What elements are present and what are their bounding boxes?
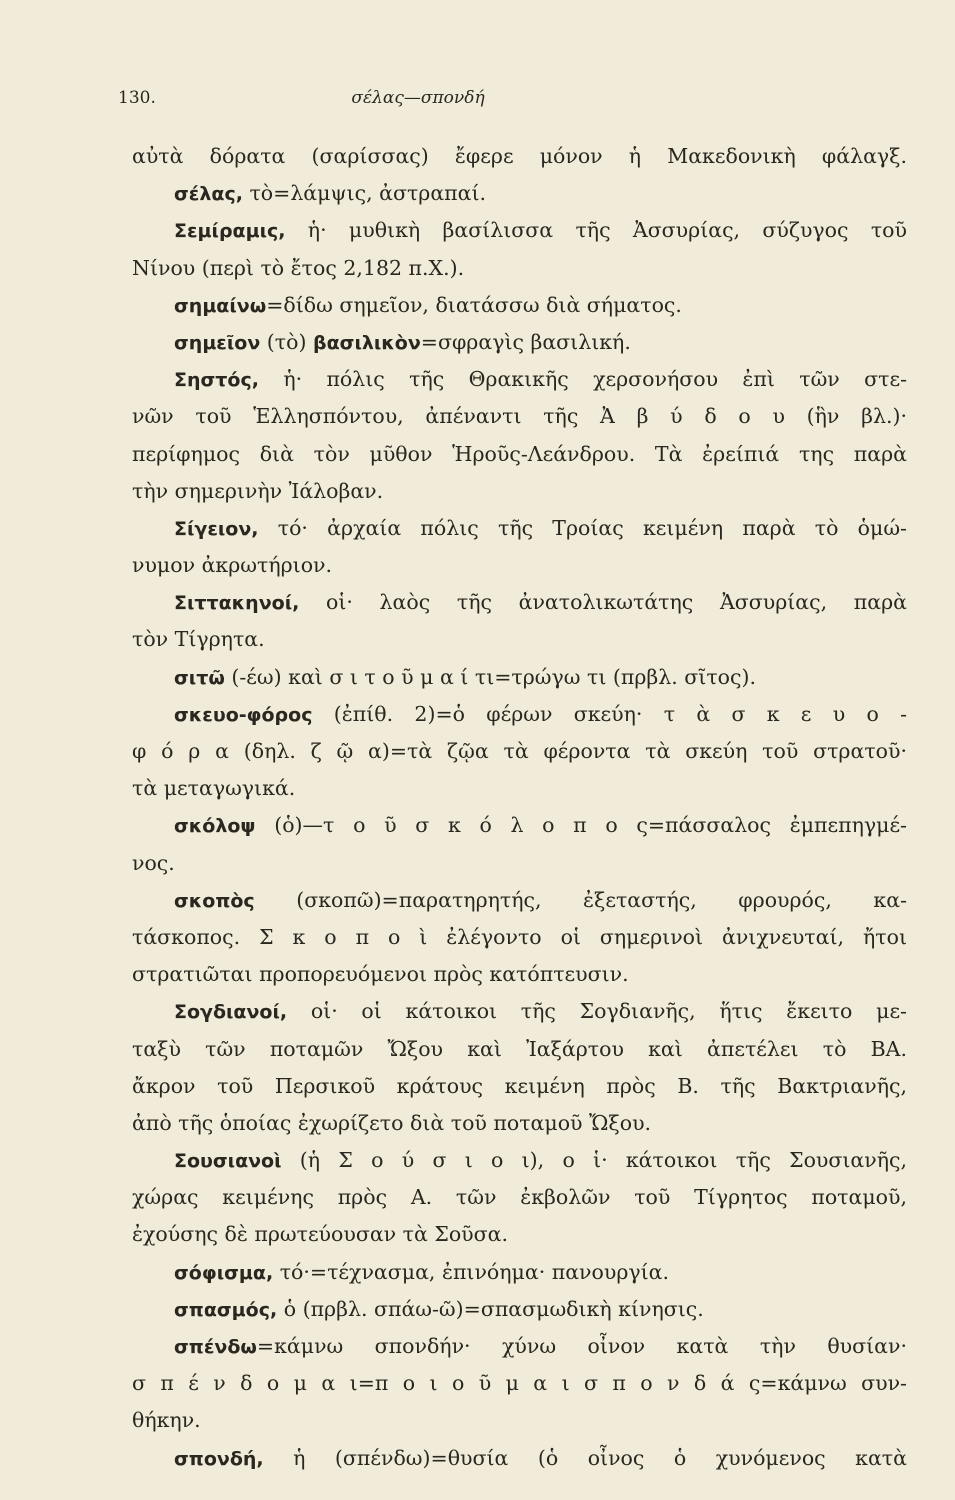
headword: σπένδω: [174, 1336, 257, 1358]
entry-line: Σίγειον, τό· ἀρχαία πόλις τῆς Τροίας κειμένη παρὰ τὸ ὁμώ-: [174, 515, 907, 540]
text-line: περίφημος διὰ τὸν μῦθον Ἡροῦς-Λεάνδρου. Τὰ ἐρείπιά της παρὰ: [132, 441, 907, 466]
text-line: χώρας κειμένης πρὸς Α. τῶν ἐκβολῶν τοῦ Τίγρητος ποταμοῦ,: [132, 1185, 907, 1210]
running-title: σέλας—σπονδή: [351, 88, 485, 108]
entry-line: σέλας, τὸ=λάμψις, ἀστραπαί.: [174, 181, 487, 206]
entry-line: Σηστός, ἡ· πόλις τῆς Θρακικῆς χερσονήσου ἐπὶ τῶν στε-: [174, 367, 907, 392]
entry-line: Σιττακηνοί, οἱ· λαὸς τῆς ἀνατολικωτάτης Ἀσσυρίας, παρὰ: [174, 590, 907, 615]
headword: σπονδή,: [174, 1447, 264, 1470]
headword: σέλας,: [174, 183, 243, 206]
entry-line: Σογδιανοί, οἱ· οἱ κάτοικοι τῆς Σογδιανῆς, ἥτις ἔκειτο με-: [174, 999, 907, 1024]
entry-line: σπένδω=κάμνω σπονδήν· χύνω οἶνον κατὰ τὴν θυσίαν·: [174, 1334, 907, 1358]
text-line: Νίνου (περὶ τὸ ἔτος 2,182 π.Χ.).: [132, 255, 465, 280]
headword: Σεμίραμις,: [174, 220, 286, 243]
text-line: φ ό ρ α (δηλ. ζ ῷ α)=τὰ ζῷα τὰ φέροντα τὰ σκεύη τοῦ στρατοῦ·: [132, 739, 907, 763]
text-line: ταξὺ τῶν ποταμῶν Ὤξου καὶ Ἰαξάρτου καὶ ἀπετέλει τὸ ΒΑ.: [132, 1036, 907, 1061]
headword: σιτῶ: [174, 666, 225, 689]
entry-line: σπονδή, ἡ (σπένδω)=θυσία (ὁ οἶνος ὁ χυνόμενος κατὰ: [174, 1445, 907, 1470]
text-line: τὴν σημερινὴν Ἰάλοβαν.: [132, 478, 384, 503]
entry-line: σκευο-φόρος (ἐπίθ. 2)=ὁ φέρων σκεύη· τ ὰ σ κ ε υ ο -: [174, 701, 907, 726]
headword: Σηστός,: [174, 369, 259, 392]
entry-line: σκόλοψ (ὁ)—τ ο ῦ σ κ ό λ ο π ο ς=πάσσαλος ἐμπεπηγμέ-: [174, 813, 907, 838]
text-line: σ π έ ν δ ο μ α ι=π ο ι ο ῦ μ α ι σ π ο ν δ ά ς=κάμνω συν-: [132, 1371, 907, 1396]
text-line: θήκην.: [132, 1408, 201, 1433]
text-line: ἀπὸ τῆς ὁποίας ἐχωρίζετο διὰ τοῦ ποταμοῦ Ὤξου.: [132, 1110, 652, 1135]
text-line: νῶν τοῦ Ἑλλησπόντου, ἀπέναντι τῆς Ἀ β ύ δ ο υ (ἣν βλ.)·: [132, 404, 907, 429]
headword: σημεῖον: [174, 331, 261, 354]
headword: Σίγειον,: [174, 517, 259, 540]
headword: Σογδιανοί,: [174, 1001, 288, 1024]
headword: σημαίνω: [174, 294, 267, 317]
headword: σπασμός,: [174, 1298, 278, 1321]
text-line: τὰ μεταγωγικά.: [132, 776, 296, 801]
entry-line: Σουσιανοὶ (ἡ Σ ο ύ σ ι ο ι), ο ἱ· κάτοικοι τῆς Σουσιανῆς,: [174, 1148, 907, 1173]
headword: σόφισμα,: [174, 1261, 274, 1284]
headword: σκοπὸς: [174, 889, 255, 912]
entry-line: Σεμίραμις, ἡ· μυθικὴ βασίλισσα τῆς Ἀσσυρίας, σύζυγος τοῦ: [174, 218, 907, 243]
text-line: ἄκρον τοῦ Περσικοῦ κράτους κειμένη πρὸς Β. τῆς Βακτριανῆς,: [132, 1073, 907, 1098]
headword: Σιττακηνοί,: [174, 592, 300, 615]
text-line: τάσκοπος. Σ κ ο π ο ὶ ἐλέγοντο οἱ σημερινοὶ ἀνιχνευταί, ἤτοι: [132, 924, 907, 949]
text-line: τὸν Τίγρητα.: [132, 627, 265, 652]
page-number: 130.: [118, 88, 156, 108]
entry-line: σημεῖον (τὸ) βασιλικὸν=σφραγὶς βασιλική.: [174, 329, 631, 354]
entry-line: σπασμός, ὁ (πρβλ. σπάω-ῶ)=σπασμωδικὴ κίνησις.: [174, 1296, 704, 1321]
text-line: νυμον ἀκρωτήριον.: [132, 553, 333, 578]
text-line: στρατιῶται προπορευόμενοι πρὸς κατόπτευσιν.: [132, 962, 629, 987]
headword: σκευο-φόρος: [174, 703, 313, 726]
entry-line: σόφισμα, τό·=τέχνασμα, ἐπινόημα· πανουργία.: [174, 1259, 670, 1284]
headword: σκόλοψ: [174, 815, 256, 838]
text-line: νος.: [132, 850, 175, 875]
entry-line: σιτῶ (-έω) καὶ σ ι τ ο ῦ μ α ί τι=τρώγω τι (πρβλ. σῖτος).: [174, 664, 757, 689]
dictionary-entries: [132, 138, 907, 1477]
text-line: αὐτὰ δόρατα (σαρίσσας) ἔφερε μόνον ἡ Μακεδονικὴ φάλαγξ.: [132, 144, 907, 168]
text-line: ἐχούσης δὲ πρωτεύουσαν τὰ Σοῦσα.: [132, 1222, 508, 1247]
entry-line: σκοπὸς (σκοπῶ)=παρατηρητής, ἐξεταστής, φρουρός, κα-: [174, 887, 907, 912]
entry-line: σημαίνω=δίδω σημεῖον, διατάσσω διὰ σήματος.: [174, 292, 682, 317]
headword: βασιλικὸν: [313, 331, 421, 354]
headword: Σουσιανοὶ: [174, 1150, 282, 1173]
page-header: [118, 88, 908, 118]
